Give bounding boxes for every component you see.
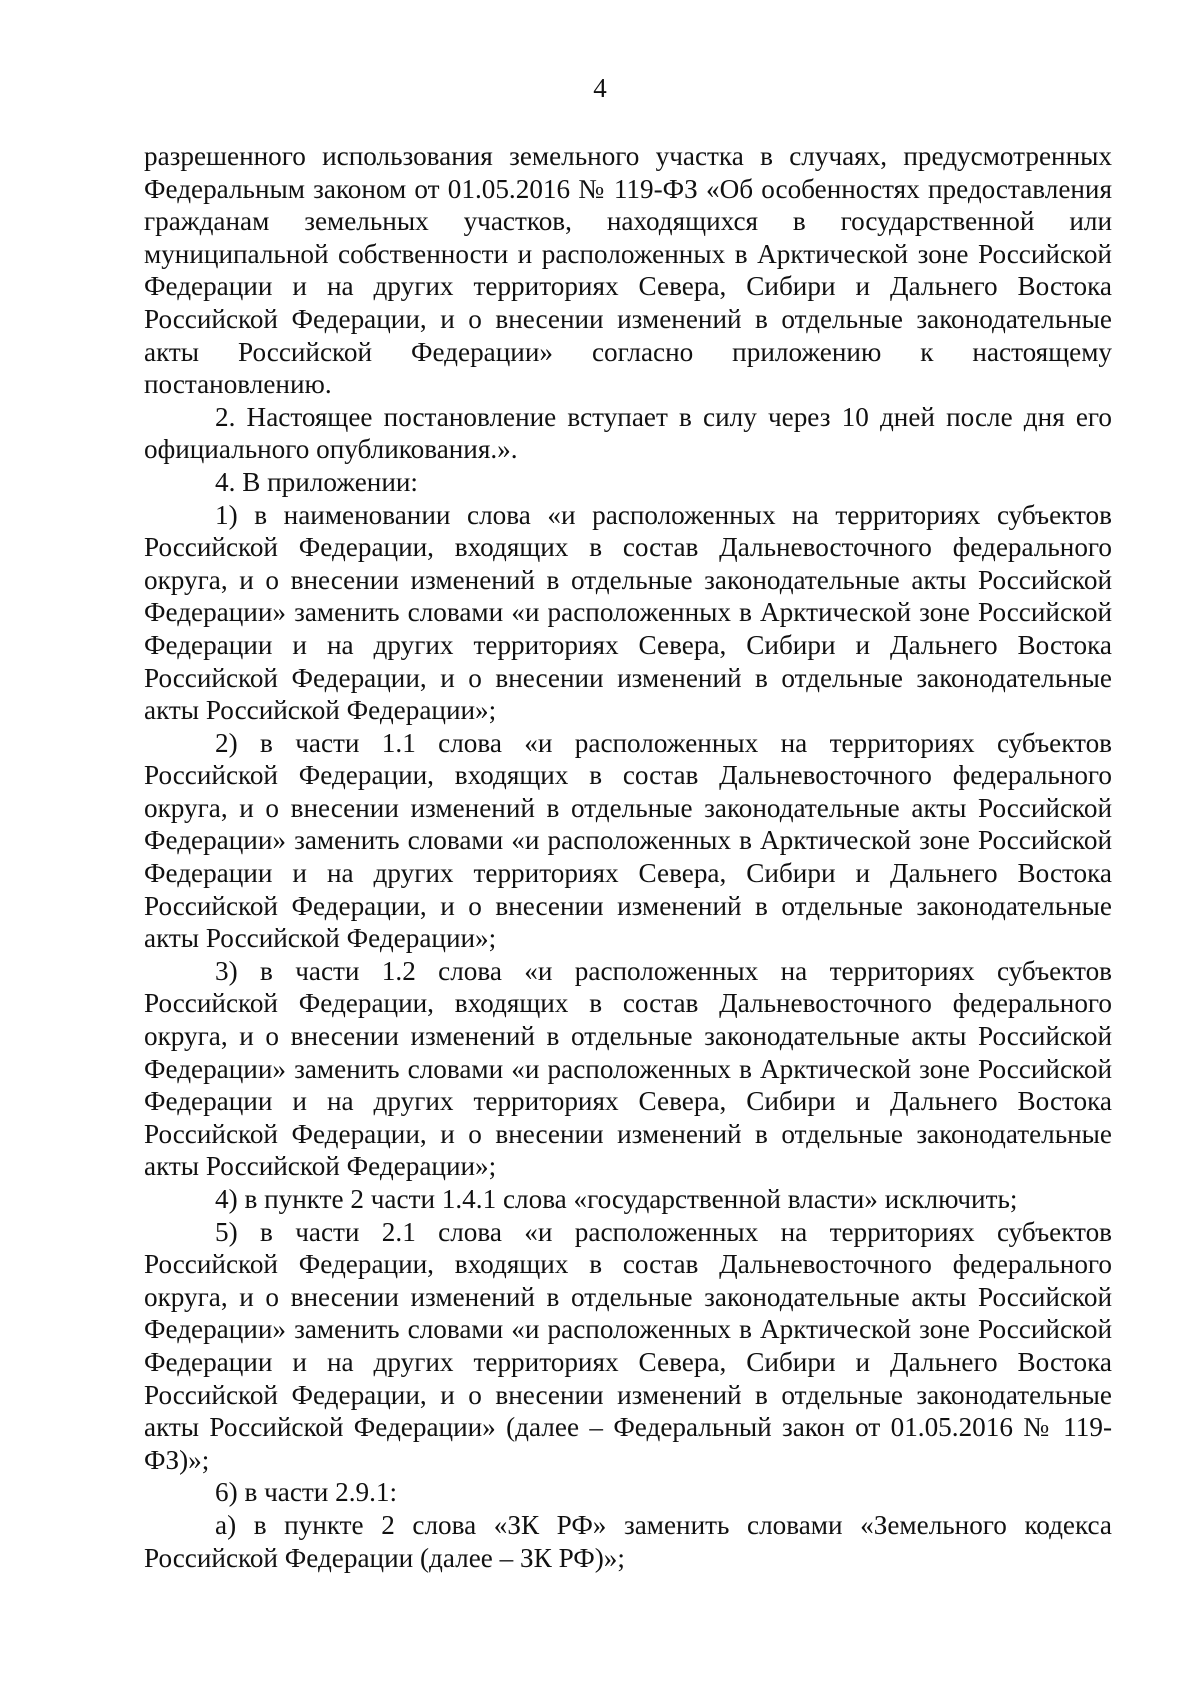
paragraph-subitem-6: 6) в части 2.9.1: [215,1477,398,1508]
paragraph-subitem-4: 4) в пункте 2 части 1.4.1 слова «государственной власти» исключить; [215,1184,1018,1214]
page-number: 4 [593,73,607,103]
paragraph-subitem-3: 3) в части 1.2 слова «и расположенных на территориях субъектов Российской Федерации, входящих в состав Дальневосточного федерального округа, и о внесении изменений в отдельные законодательные акты Российской Федерации» заменить словами «и расположенных в Арктической зоне Российской Федерации и на других территориях Севера, Сибири и Дальнего Востока Российской Федерации, и о внесении изменений в отдельные законодательные акты Российской Федерации»; [144,955,1112,1182]
paragraph-subitem-1: 1) в наименовании слова «и расположенных на территориях субъектов Российской Федерации, входящих в состав Дальневосточного федерального округа, и о внесении изменений в отдельные законодательные акты Российской Федерации» заменить словами «и расположенных в Арктической зоне Российской Федерации и на других территориях Севера, Сибири и Дальнего Востока Российской Федерации, и о внесении изменений в отдельные законодательные акты Российской Федерации»; [144,499,1112,726]
paragraph-continuation: разрешенного использования земельного участка в случаях, предусмотренных Федеральным законом от 01.05.2016 № 119-ФЗ «Об особенностях предоставления гражданам земельных участков, находящихся в государственной или муниципальной собственности и расположенных в Арктической зоне Российской Федерации и на других территориях Севера, Сибири и Дальнего Востока Российской Федерации, и о внесении изменений в отдельные законодательные акты Российской Федерации» согласно приложению к настоящему постановлению. [144,141,1112,400]
paragraph-item-4: 4. В приложении: [215,466,418,497]
paragraph-subitem-5: 5) в части 2.1 слова «и расположенных на территориях субъектов Российской Федерации, входящих в состав Дальневосточного федерального округа, и о внесении изменений в отдельные законодательные акты Российской Федерации» заменить словами «и расположенных в Арктической зоне Российской Федерации и на других территориях Севера, Сибири и Дальнего Востока Российской Федерации, и о внесении изменений в отдельные законодательные акты Российской Федерации» (далее – Федеральный закон от 01.05.2016 № 119-ФЗ)»; [144,1216,1112,1475]
paragraph-subitem-2: 2) в части 1.1 слова «и расположенных на территориях субъектов Российской Федерации, входящих в состав Дальневосточного федерального округа, и о внесении изменений в отдельные законодательные акты Российской Федерации» заменить словами «и расположенных в Арктической зоне Российской Федерации и на других территориях Севера, Сибири и Дальнего Востока Российской Федерации, и о внесении изменений в отдельные законодательные акты Российской Федерации»; [144,727,1112,954]
paragraph-item-2: 2. Настоящее постановление вступает в силу через 10 дней после дня его официального опубликования.». [144,401,1112,465]
paragraph-subitem-6a: а) в пункте 2 слова «ЗК РФ» заменить словами «Земельного кодекса Российской Федерации (далее – ЗК РФ)»; [144,1509,1112,1573]
document-body [144,140,1112,1574]
